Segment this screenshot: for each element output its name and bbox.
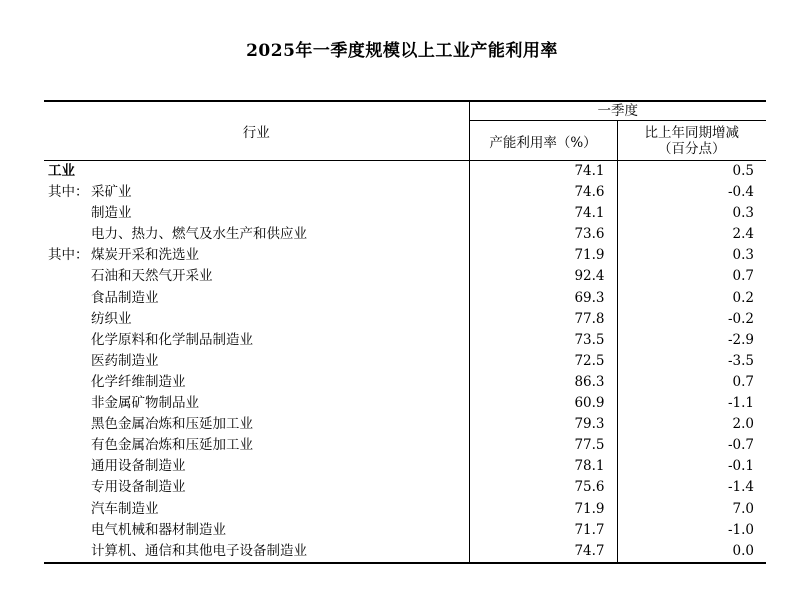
row-name: 煤炭开采和洗选业: [91, 247, 199, 264]
table-row: [44, 224, 766, 245]
row-industry: [44, 224, 469, 245]
table-row: [44, 541, 766, 563]
table-body: [44, 161, 766, 563]
row-change: -0.2: [727, 310, 754, 327]
row-change: 0.7: [732, 268, 754, 285]
page-title: 2025年一季度规模以上工业产能利用率: [246, 41, 558, 61]
row-name: 汽车制造业: [91, 500, 159, 517]
header-industry: 行业: [44, 101, 469, 161]
row-name: 电气机械和器材制造业: [91, 521, 226, 538]
row-change: -0.1: [727, 458, 754, 475]
row-industry: [44, 182, 469, 203]
row-industry: [44, 266, 469, 287]
row-prefix: 其中：: [48, 247, 89, 264]
row-rate: 86.3: [469, 372, 617, 393]
row-change: 0.2: [732, 289, 754, 306]
row-rate: 79.3: [469, 414, 617, 435]
row-industry: [44, 499, 469, 520]
table-row: [44, 203, 766, 224]
row-change: -1.1: [727, 395, 754, 412]
table-row: [44, 477, 766, 498]
row-name: 电力、热力、燃气及水生产和供应业: [91, 226, 307, 243]
table-row: [44, 330, 766, 351]
row-rate: 74.6: [469, 182, 617, 203]
row-industry: [44, 203, 469, 224]
row-rate: 71.9: [469, 499, 617, 520]
table-row: [44, 393, 766, 414]
row-change: -1.4: [727, 479, 754, 496]
row-industry: [44, 520, 469, 541]
row-rate: 73.6: [469, 224, 617, 245]
table-row: [44, 372, 766, 393]
header-rate: 产能利用率（%）: [469, 121, 617, 161]
row-change: 2.4: [732, 226, 754, 243]
row-name: 采矿业: [91, 184, 132, 201]
row-change: 2.0: [732, 416, 754, 433]
header-change-line1: 比上年同期增减: [644, 124, 739, 141]
row-rate: 92.4: [469, 266, 617, 287]
row-industry: [44, 309, 469, 330]
capacity-utilization-table: [44, 100, 766, 564]
header-change: [617, 121, 766, 161]
row-name: 专用设备制造业: [91, 479, 186, 496]
header-period: 一季度: [469, 101, 766, 121]
header-change-line2: （百分点）: [658, 140, 726, 157]
row-name: 非金属矿物制品业: [91, 395, 199, 412]
row-name: 化学原料和化学制品制造业: [91, 331, 253, 348]
row-industry: [44, 245, 469, 266]
row-name: 石油和天然气开采业: [91, 268, 213, 285]
row-change: 0.3: [732, 247, 754, 264]
table-row: [44, 520, 766, 541]
row-name: 通用设备制造业: [91, 458, 186, 475]
row-name: 制造业: [91, 205, 132, 222]
row-name: 有色金属冶炼和压延加工业: [91, 437, 253, 454]
row-change: -0.4: [727, 184, 754, 201]
row-rate: 74.7: [469, 541, 617, 563]
row-industry: [44, 372, 469, 393]
row-name: 化学纤维制造业: [91, 373, 186, 390]
row-change: 0.0: [617, 541, 766, 563]
row-rate: 77.5: [469, 435, 617, 456]
row-name: 食品制造业: [91, 289, 159, 306]
table-row: [44, 435, 766, 456]
row-rate: 74.1: [469, 203, 617, 224]
row-industry: [44, 393, 469, 414]
row-change: 0.7: [732, 373, 754, 390]
table-row: [44, 288, 766, 309]
table-row: [44, 351, 766, 372]
table-row: [44, 499, 766, 520]
table-row: [44, 309, 766, 330]
row-rate: 78.1: [469, 456, 617, 477]
row-industry: [44, 161, 469, 183]
table-row: [44, 414, 766, 435]
row-rate: 74.1: [469, 161, 617, 183]
row-change: 0.3: [732, 205, 754, 222]
row-change: -1.0: [727, 521, 754, 538]
row-change: 7.0: [732, 500, 754, 517]
row-rate: 69.3: [469, 288, 617, 309]
row-change: -2.9: [727, 331, 754, 348]
row-industry: [44, 456, 469, 477]
row-name: 纺织业: [91, 310, 132, 327]
table-row: [44, 456, 766, 477]
row-industry: [44, 414, 469, 435]
table-row: [44, 161, 766, 183]
table-row: [44, 266, 766, 287]
row-rate: 77.8: [469, 309, 617, 330]
row-industry: [44, 288, 469, 309]
row-industry: [44, 477, 469, 498]
row-name: 工业: [48, 163, 75, 179]
row-change: -3.5: [727, 352, 754, 369]
row-industry: [44, 351, 469, 372]
row-rate: 71.9: [469, 245, 617, 266]
row-rate: 71.7: [469, 520, 617, 541]
row-name: 医药制造业: [91, 352, 159, 369]
table-row: [44, 245, 766, 266]
row-change: -0.7: [727, 437, 754, 454]
row-industry: [44, 541, 469, 563]
table-row: [44, 182, 766, 203]
row-industry: [44, 435, 469, 456]
row-rate: 72.5: [469, 351, 617, 372]
row-name: 黑色金属冶炼和压延加工业: [91, 416, 253, 433]
row-change: 0.5: [732, 163, 754, 179]
row-rate: 75.6: [469, 477, 617, 498]
row-rate: 60.9: [469, 393, 617, 414]
row-name: 计算机、通信和其他电子设备制造业: [91, 542, 307, 559]
row-prefix: 其中：: [48, 184, 89, 201]
row-rate: 73.5: [469, 330, 617, 351]
row-industry: [44, 330, 469, 351]
